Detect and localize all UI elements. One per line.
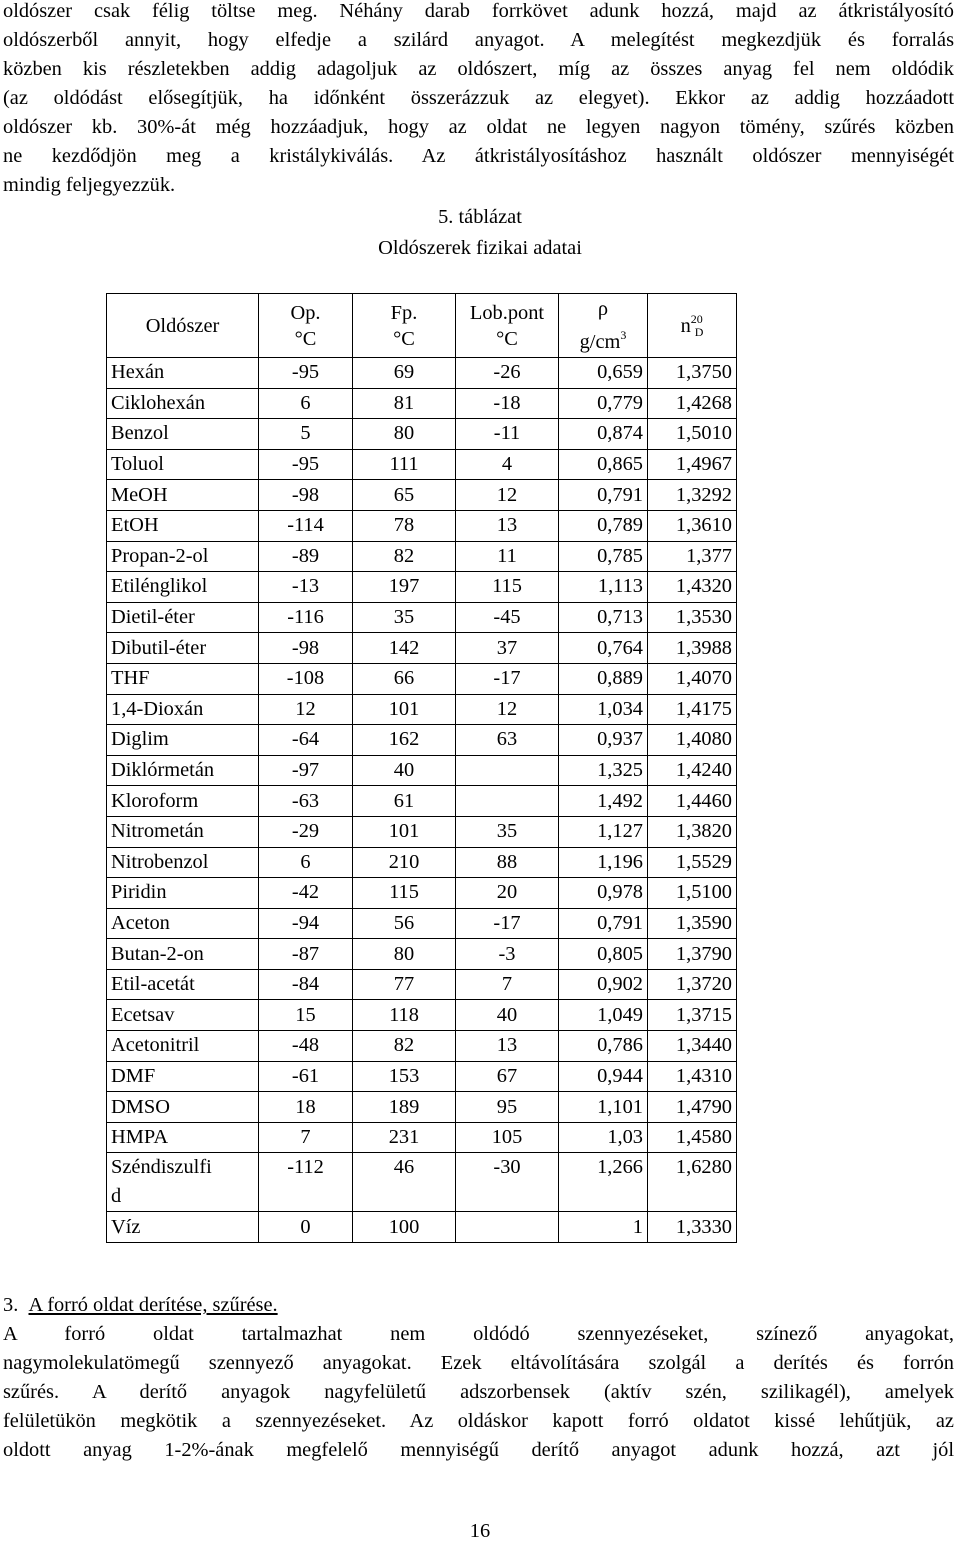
flash-point-cell: 40 (456, 1000, 559, 1031)
refractive-index-cell: 1,3530 (648, 602, 737, 633)
melting-point-cell: -61 (259, 1061, 353, 1092)
flash-point-cell: 4 (456, 449, 559, 480)
refractive-index-cell: 1,3715 (648, 1000, 737, 1031)
density-cell: 0,902 (559, 969, 648, 1000)
boiling-point-cell: 111 (353, 449, 456, 480)
flash-point-cell: 12 (456, 694, 559, 725)
table-row (107, 816, 737, 847)
table-row (107, 1000, 737, 1031)
flash-point-cell: 88 (456, 847, 559, 878)
boiling-point-cell: 81 (353, 388, 456, 419)
refractive-index-cell: 1,3292 (648, 480, 737, 511)
boiling-point-cell: 100 (353, 1212, 456, 1243)
header-melting-point: Op. °C (259, 294, 353, 358)
boiling-point-cell: 65 (353, 480, 456, 511)
table-row (107, 939, 737, 970)
table-row (107, 541, 737, 572)
solvent-cell: DMF (107, 1061, 259, 1092)
boiling-point-cell: 80 (353, 939, 456, 970)
solvent-cell: Piridin (107, 878, 259, 909)
density-cell: 0,785 (559, 541, 648, 572)
solvent-cell: Ecetsav (107, 1000, 259, 1031)
density-cell: 0,944 (559, 1061, 648, 1092)
boiling-point-cell: 77 (353, 969, 456, 1000)
refractive-index-cell: 1,4460 (648, 786, 737, 817)
melting-point-cell: 6 (259, 388, 353, 419)
solvent-cell: Acetonitril (107, 1031, 259, 1062)
table-row (107, 1031, 737, 1062)
refractive-index-cell: 1,6280 (648, 1153, 737, 1212)
flash-point-cell: 11 (456, 541, 559, 572)
section-heading (3, 1291, 278, 1320)
table-row (107, 969, 737, 1000)
flash-point-cell: -17 (456, 908, 559, 939)
boiling-point-cell: 40 (353, 755, 456, 786)
refractive-index-cell: 1,3790 (648, 939, 737, 970)
table-number: 5. táblázat (438, 206, 522, 228)
density-cell: 0,865 (559, 449, 648, 480)
table-row (107, 1153, 737, 1212)
boiling-point-cell: 142 (353, 633, 456, 664)
boiling-point-cell: 80 (353, 419, 456, 450)
boiling-point-cell: 82 (353, 1031, 456, 1062)
density-cell: 0,659 (559, 358, 648, 389)
melting-point-cell: -94 (259, 908, 353, 939)
solvent-cell: DMSO (107, 1092, 259, 1123)
table-row (107, 1092, 737, 1123)
melting-point-cell: -108 (259, 663, 353, 694)
paragraph-line: mindig feljegyezzük. (3, 174, 176, 196)
flash-point-cell: -30 (456, 1153, 559, 1212)
density-cell: 1,03 (559, 1122, 648, 1153)
table-row (107, 1061, 737, 1092)
solvent-cell: Dietil-éter (107, 602, 259, 633)
solvent-cell: Diglim (107, 725, 259, 756)
boiling-point-cell: 78 (353, 510, 456, 541)
density-cell: 0,791 (559, 908, 648, 939)
melting-point-cell: 15 (259, 1000, 353, 1031)
paragraph-line: közben kis részletekben addig adagoljuk az oldószert, míg az összes anyag fel nem oldódik (3, 58, 954, 80)
refractive-index-cell: 1,3750 (648, 358, 737, 389)
solvent-table (106, 293, 737, 1243)
paragraph-line: oldószerből annyit, hogy elfedje a szilárd anyagot. A melegítést megkezdjük és forralás (3, 29, 954, 51)
boiling-point-cell: 61 (353, 786, 456, 817)
refractive-index-cell: 1,4580 (648, 1122, 737, 1153)
melting-point-cell: 6 (259, 847, 353, 878)
flash-point-cell: -11 (456, 419, 559, 450)
density-cell: 0,937 (559, 725, 648, 756)
melting-point-cell: -29 (259, 816, 353, 847)
refractive-index-cell: 1,3988 (648, 633, 737, 664)
solvent-cell: Víz (107, 1212, 259, 1243)
flash-point-cell: 67 (456, 1061, 559, 1092)
melting-point-cell: -64 (259, 725, 353, 756)
density-cell: 1,113 (559, 572, 648, 603)
density-cell: 1,325 (559, 755, 648, 786)
solvent-cell: Kloroform (107, 786, 259, 817)
refractive-index-cell: 1,4240 (648, 755, 737, 786)
flash-point-cell: 105 (456, 1122, 559, 1153)
solvent-cell: Aceton (107, 908, 259, 939)
density-cell: 0,874 (559, 419, 648, 450)
density-cell: 0,978 (559, 878, 648, 909)
density-cell: 0,789 (559, 510, 648, 541)
refractive-index-cell: 1,3720 (648, 969, 737, 1000)
boiling-point-cell: 101 (353, 694, 456, 725)
refractive-index-cell: 1,5529 (648, 847, 737, 878)
refractive-index-cell: 1,3820 (648, 816, 737, 847)
density-cell: 1,492 (559, 786, 648, 817)
solvent-cell: Toluol (107, 449, 259, 480)
table-row (107, 602, 737, 633)
refractive-index-cell: 1,3610 (648, 510, 737, 541)
header-solvent: Oldószer (107, 294, 259, 358)
paragraph-line: A forró oldat tartalmazhat nem oldódó szennyezéseket, színező anyagokat, (3, 1323, 954, 1345)
melting-point-cell: 7 (259, 1122, 353, 1153)
header-boiling-point: Fp. °C (353, 294, 456, 358)
melting-point-cell: -84 (259, 969, 353, 1000)
density-cell: 0,764 (559, 633, 648, 664)
table-header-row (107, 294, 737, 358)
solvent-cell: Dibutil-éter (107, 633, 259, 664)
refractive-index-cell: 1,4790 (648, 1092, 737, 1123)
melting-point-cell: -42 (259, 878, 353, 909)
table-row (107, 358, 737, 389)
refractive-index-cell: 1,4967 (648, 449, 737, 480)
boiling-point-cell: 153 (353, 1061, 456, 1092)
melting-point-cell: -112 (259, 1153, 353, 1212)
melting-point-cell: 0 (259, 1212, 353, 1243)
melting-point-cell: -97 (259, 755, 353, 786)
paragraph-line: nagymolekulatömegű szennyező anyagokat. Ezek eltávolítására szolgál a derítés és forrón (3, 1352, 954, 1374)
boiling-point-cell: 66 (353, 663, 456, 694)
melting-point-cell: -13 (259, 572, 353, 603)
solvent-cell: EtOH (107, 510, 259, 541)
flash-point-cell: 95 (456, 1092, 559, 1123)
density-cell: 0,786 (559, 1031, 648, 1062)
page-number: 16 (469, 1520, 491, 1542)
melting-point-cell: 5 (259, 419, 353, 450)
melting-point-cell: -98 (259, 633, 353, 664)
table-row (107, 786, 737, 817)
table-body (107, 358, 737, 1243)
flash-point-cell (456, 786, 559, 817)
density-cell: 1,266 (559, 1153, 648, 1212)
flash-point-cell: -18 (456, 388, 559, 419)
section-number: 3. (3, 1294, 19, 1316)
table-row (107, 1122, 737, 1153)
solvent-cell: THF (107, 663, 259, 694)
intro-paragraph (3, 0, 954, 200)
paragraph-line: felületükön megkötik a szennyezéseket. Az oldáskor kapott forró oldatot kissé lehűtjük, az (3, 1410, 954, 1432)
section-title: A forró oldat derítése, szűrése. (28, 1294, 278, 1316)
table-row (107, 449, 737, 480)
paragraph-line: ne kezdődjön meg a kristálykiválás. Az átkristályosításhoz használt oldószer mennyiségét (3, 145, 954, 167)
table-row (107, 755, 737, 786)
refractive-index-cell: 1,4070 (648, 663, 737, 694)
header-density: ρ $g/cm^3$ (559, 294, 648, 358)
density-cell: 1,127 (559, 816, 648, 847)
density-cell: 1,101 (559, 1092, 648, 1123)
solvent-cell: Ciklohexán (107, 388, 259, 419)
header-flash-point: Lob.pont °C (456, 294, 559, 358)
table-row (107, 572, 737, 603)
paragraph-line: szűrés. A derítő anyagok nagyfelületű adszorbensek (aktív szén, szilikagél), amelyek (3, 1381, 954, 1403)
boiling-point-cell: 101 (353, 816, 456, 847)
solvent-cell: Nitrobenzol (107, 847, 259, 878)
melting-point-cell: 18 (259, 1092, 353, 1123)
refractive-index-cell: 1,4320 (648, 572, 737, 603)
density-cell: 0,791 (559, 480, 648, 511)
flash-point-cell: 35 (456, 816, 559, 847)
flash-point-cell: -3 (456, 939, 559, 970)
flash-point-cell (456, 1212, 559, 1243)
flash-point-cell: 13 (456, 510, 559, 541)
table-row (107, 725, 737, 756)
flash-point-cell (456, 755, 559, 786)
solvent-cell: MeOH (107, 480, 259, 511)
paragraph-line: oldószer csak félig töltse meg. Néhány darab forrkövet adunk hozzá, majd az átkristályosító (3, 0, 954, 22)
flash-point-cell: 20 (456, 878, 559, 909)
melting-point-cell: -98 (259, 480, 353, 511)
refractive-index-cell: 1,4310 (648, 1061, 737, 1092)
melting-point-cell: -116 (259, 602, 353, 633)
table-row (107, 480, 737, 511)
table-row (107, 663, 737, 694)
table-row (107, 878, 737, 909)
solvent-cell: 1,4-Dioxán (107, 694, 259, 725)
density-cell: 0,805 (559, 939, 648, 970)
melting-point-cell: -63 (259, 786, 353, 817)
flash-point-cell: 13 (456, 1031, 559, 1062)
table-row (107, 388, 737, 419)
boiling-point-cell: 46 (353, 1153, 456, 1212)
boiling-point-cell: 189 (353, 1092, 456, 1123)
refractive-index-cell: 1,4175 (648, 694, 737, 725)
flash-point-cell: 7 (456, 969, 559, 1000)
melting-point-cell: -87 (259, 939, 353, 970)
melting-point-cell: 12 (259, 694, 353, 725)
paragraph-line: (az oldódást elősegítjük, ha időnként összerázzuk az elegyet). Ekkor az addig hozzáadott (3, 87, 954, 109)
table-row (107, 633, 737, 664)
density-cell: 1 (559, 1212, 648, 1243)
refractive-index-cell: 1,3330 (648, 1212, 737, 1243)
melting-point-cell: -48 (259, 1031, 353, 1062)
solvent-cell: Hexán (107, 358, 259, 389)
solvent-cell: Propan-2-ol (107, 541, 259, 572)
flash-point-cell: -45 (456, 602, 559, 633)
flash-point-cell: 63 (456, 725, 559, 756)
solvent-cell: Benzol (107, 419, 259, 450)
boiling-point-cell: 115 (353, 878, 456, 909)
boiling-point-cell: 35 (353, 602, 456, 633)
body-paragraph (3, 1320, 954, 1465)
header-refractive-index: $n^{20}_D$ (648, 294, 737, 358)
boiling-point-cell: 69 (353, 358, 456, 389)
density-cell: 0,779 (559, 388, 648, 419)
paragraph-line: oldószer kb. 30%-át még hozzáadjuk, hogy az oldat ne legyen nagyon tömény, szűrés közben (3, 116, 954, 138)
melting-point-cell: -95 (259, 449, 353, 480)
table-row (107, 419, 737, 450)
melting-point-cell: -114 (259, 510, 353, 541)
flash-point-cell: -26 (456, 358, 559, 389)
table-row (107, 694, 737, 725)
boiling-point-cell: 162 (353, 725, 456, 756)
solvent-cell: Nitrometán (107, 816, 259, 847)
refractive-index-cell: 1,3440 (648, 1031, 737, 1062)
solvent-cell: HMPA (107, 1122, 259, 1153)
solvent-cell: Etil-acetát (107, 969, 259, 1000)
table-row (107, 908, 737, 939)
table-row (107, 847, 737, 878)
density-cell: 1,196 (559, 847, 648, 878)
density-cell: 0,713 (559, 602, 648, 633)
refractive-index-cell: 1,5010 (648, 419, 737, 450)
table-row (107, 1212, 737, 1243)
boiling-point-cell: 118 (353, 1000, 456, 1031)
refractive-index-cell: 1,3590 (648, 908, 737, 939)
solvent-cell: Diklórmetán (107, 755, 259, 786)
refractive-index-cell: 1,5100 (648, 878, 737, 909)
solvent-cell: Butan-2-on (107, 939, 259, 970)
density-cell: 1,049 (559, 1000, 648, 1031)
table-title: Oldószerek fizikai adatai (378, 237, 582, 259)
refractive-index-cell: 1,4268 (648, 388, 737, 419)
flash-point-cell: 37 (456, 633, 559, 664)
boiling-point-cell: 210 (353, 847, 456, 878)
refractive-index-cell: 1,377 (648, 541, 737, 572)
density-cell: 0,889 (559, 663, 648, 694)
boiling-point-cell: 82 (353, 541, 456, 572)
flash-point-cell: -17 (456, 663, 559, 694)
refractive-index-cell: 1,4080 (648, 725, 737, 756)
table-row (107, 510, 737, 541)
boiling-point-cell: 231 (353, 1122, 456, 1153)
flash-point-cell: 115 (456, 572, 559, 603)
melting-point-cell: -89 (259, 541, 353, 572)
flash-point-cell: 12 (456, 480, 559, 511)
melting-point-cell: -95 (259, 358, 353, 389)
paragraph-line: oldott anyag 1-2%-ának megfelelő mennyiségű derítő anyagot adunk hozzá, azt jól (3, 1439, 954, 1461)
density-cell: 1,034 (559, 694, 648, 725)
boiling-point-cell: 197 (353, 572, 456, 603)
solvent-cell: Széndiszulfi d (107, 1153, 259, 1212)
solvent-cell: Etilénglikol (107, 572, 259, 603)
boiling-point-cell: 56 (353, 908, 456, 939)
